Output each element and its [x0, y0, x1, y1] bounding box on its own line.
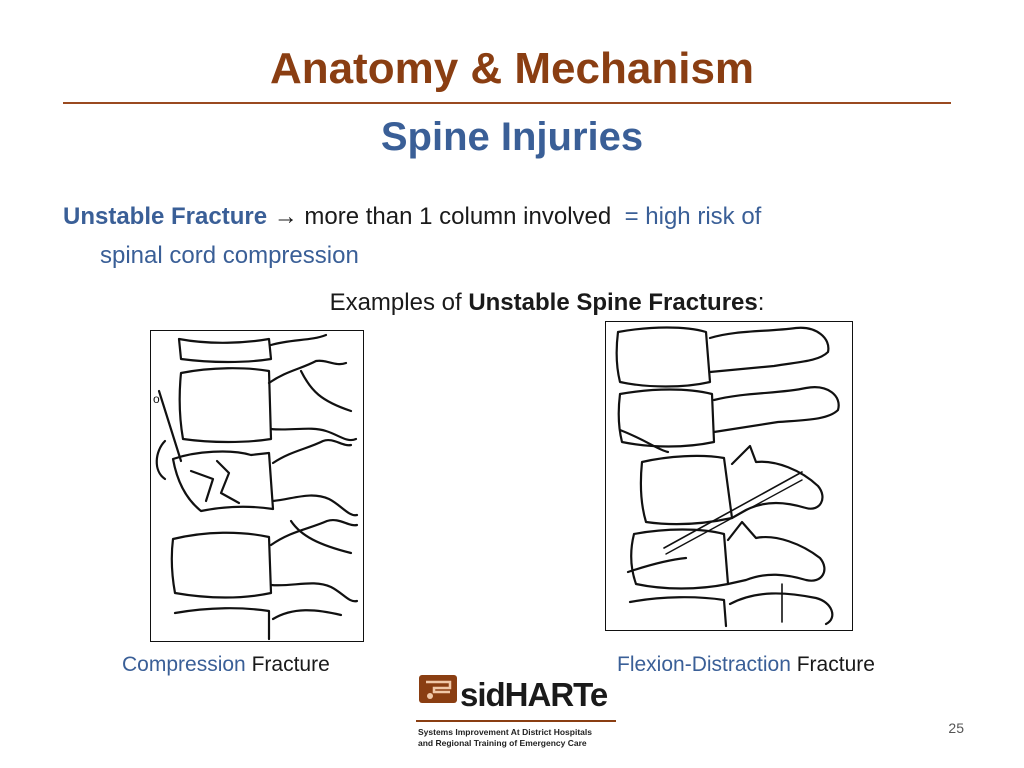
logo-divider — [416, 720, 616, 722]
logo-tagline-line1: Systems Improvement At District Hospitals — [418, 727, 592, 737]
flexion-distraction-fracture-image — [605, 321, 853, 631]
examples-heading — [0, 289, 1024, 317]
compression-fracture-image — [150, 330, 364, 642]
slide-subtitle: Spine Injuries — [380, 115, 644, 159]
bullet-term: Unstable Fracture — [63, 203, 268, 230]
examples-bold: Unstable Spine Fractures — [468, 289, 758, 316]
examples-prefix: Examples of — [329, 289, 462, 316]
slide-title: Anatomy & Mechanism — [269, 44, 755, 93]
caption-flexion-distraction-fracture — [617, 653, 875, 677]
logo-name: sidHARTe — [460, 676, 608, 713]
caption-flexion-plain: Fracture — [796, 653, 875, 676]
caption-compression-plain: Fracture — [251, 653, 330, 676]
logo-tagline — [418, 727, 592, 749]
caption-compression-colored: Compression — [122, 653, 246, 676]
examples-suffix: : — [757, 289, 765, 316]
sidharte-logo — [416, 672, 618, 752]
logo-tagline-line2: and Regional Training of Emergency Care — [418, 738, 587, 748]
page-number: 25 — [948, 720, 964, 736]
bullet-definition: more than 1 column involved — [304, 203, 612, 230]
caption-flexion-colored: Flexion-Distraction — [617, 653, 791, 676]
bullet-risk-2: spinal cord compression — [100, 242, 359, 269]
bullet-risk-1: = high risk of — [624, 203, 762, 230]
title-divider — [63, 102, 951, 104]
svg-text:o: o — [153, 392, 160, 406]
logo-mark-icon — [418, 674, 458, 704]
bullet-unstable-fracture — [63, 197, 968, 275]
arrow-icon: → — [273, 203, 298, 230]
caption-compression-fracture — [122, 653, 330, 677]
